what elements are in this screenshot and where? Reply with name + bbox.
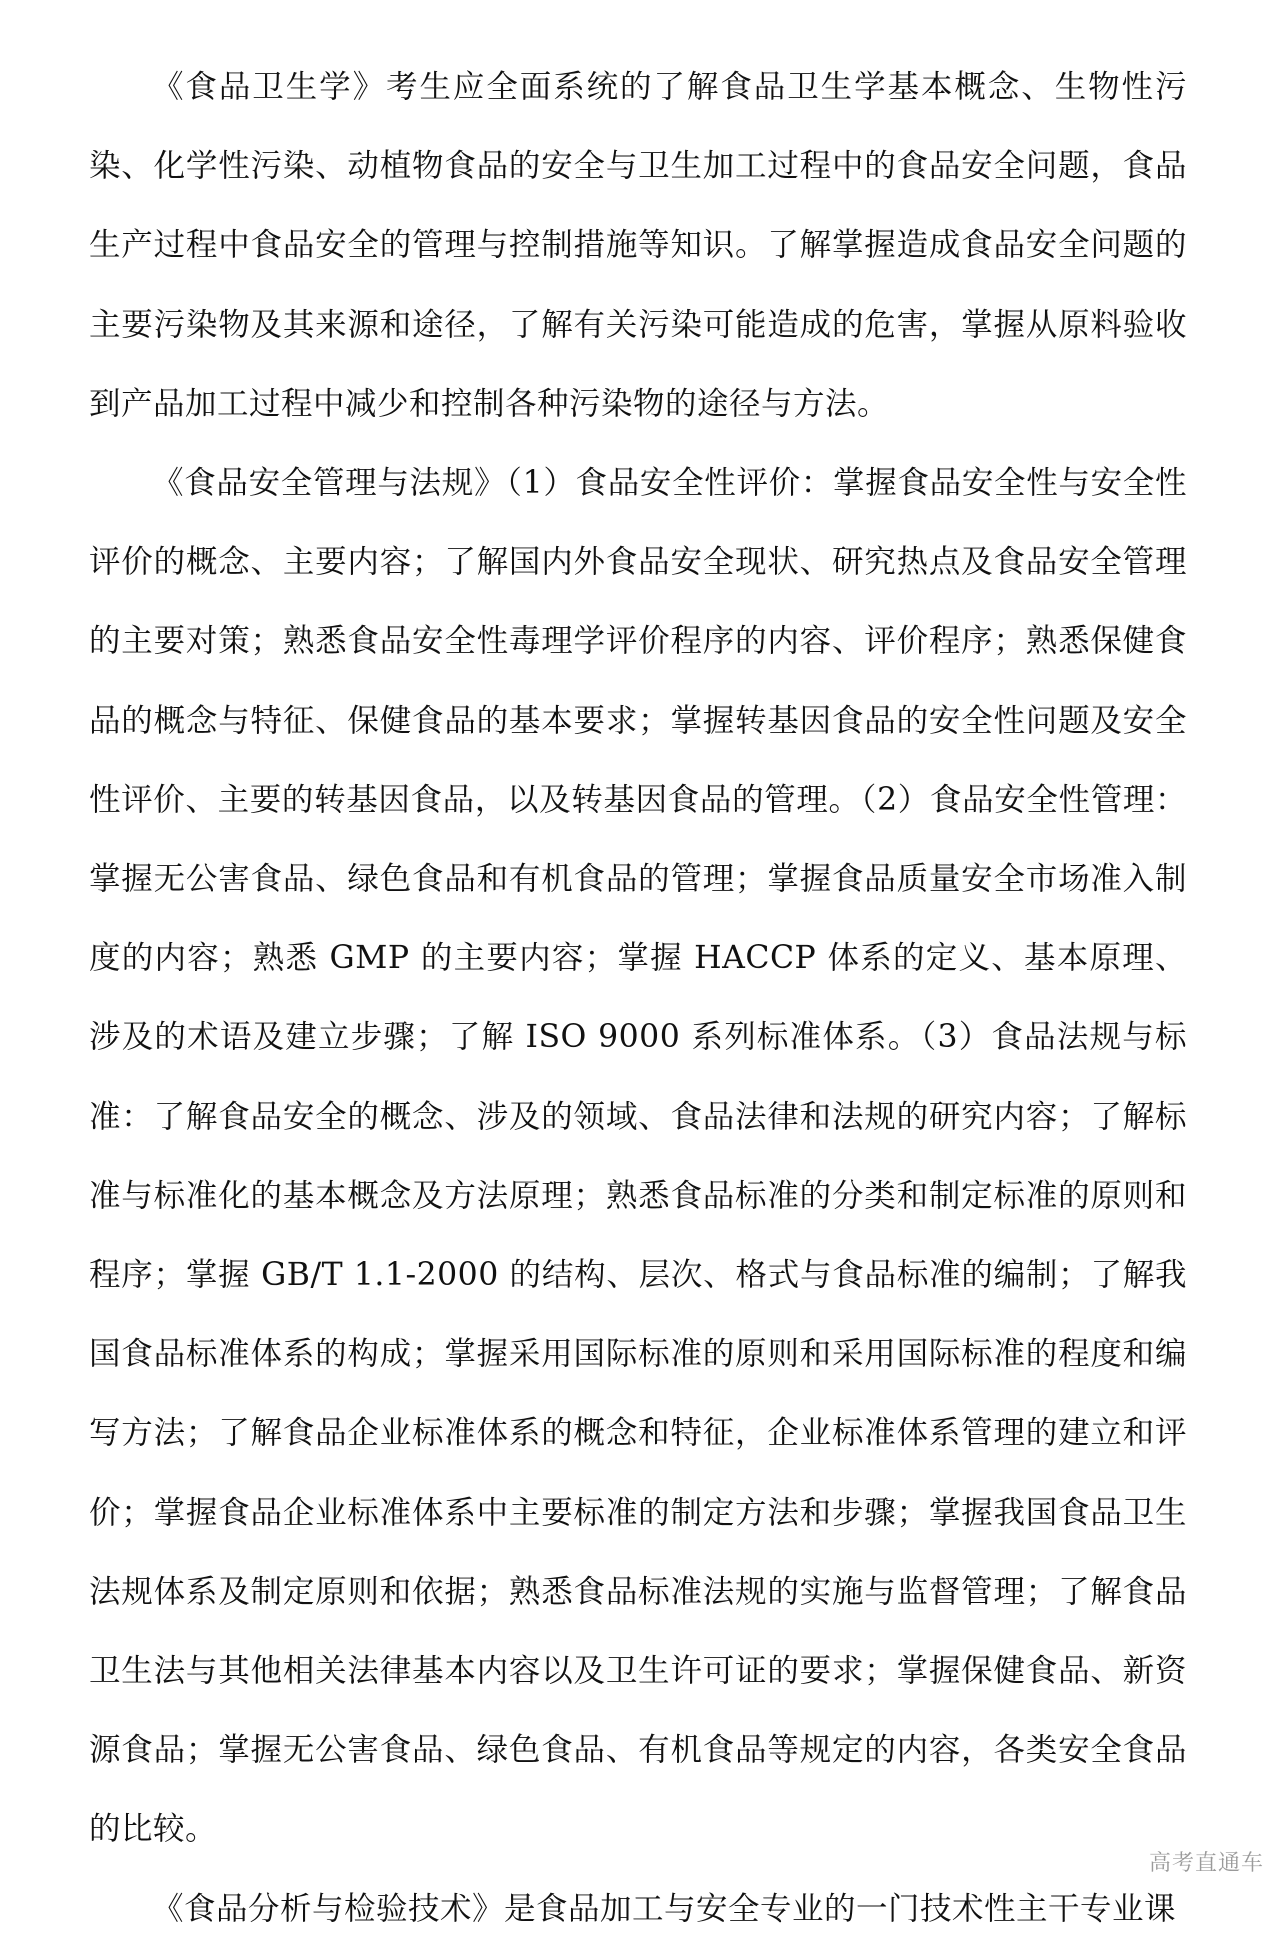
watermark-text: 高考直通车 <box>1148 1851 1264 1876</box>
paragraph-food-analysis: 《食品分析与检验技术》是食品加工与安全专业的一门技术性主干专业课 <box>152 1890 1177 1927</box>
paragraph-food-hygiene: 《食品卫生学》考生应全面系统的了解食品卫生学基本概念、生物性污染、化学性污染、动植物食品的安全与卫生加工过程中的食品安全问题，食品生产过程中食品安全的管理与控制措施等知识。了解掌握造成食品安全问题的主要污染物及其来源和途径，了解有关污染可能造成的危害，掌握从原料验收到产品加工过程中减少和控制各种污染物的途径与方法。 <box>89 69 1187 422</box>
document-body <box>89 48 1187 1949</box>
paragraph-food-safety-regulations: 《食品安全管理与法规》（1）食品安全性评价：掌握食品安全性与安全性评价的概念、主要内容；了解国内外食品安全现状、研究热点及食品安全管理的主要对策；熟悉食品安全性毒理学评价程序的内容、评价程序；熟悉保健食品的概念与特征、保健食品的基本要求；掌握转基因食品的安全性问题及安全性评价、主要的转基因食品，以及转基因食品的管理。（2）食品安全性管理：掌握无公害食品、绿色食品和有机食品的管理；掌握食品质量安全市场准入制度的内容；熟悉 GMP 的主要内容；掌握 HACCP 体系的定义、基本原理、涉及的术语及建立步骤；了解 ISO 9000 系列标准体系。（3）食品法规与标准：了解食品安全的概念、涉及的领域、食品法律和法规的研究内容；了解标准与标准化的基本概念及方法原理；熟悉食品标准的分类和制定标准的原则和程序；掌握 GB/T 1.1-2000 的结构、层次、格式与食品标准的编制；了解我国食品标准体系的构成；掌握采用国际标准的原则和采用国际标准的程度和编写方法；了解食品企业标准体系的概念和特征，企业标准体系管理的建立和评价；掌握食品企业标准体系中主要标准的制定方法和步骤；掌握我国食品卫生法规体系及制定原则和依据；熟悉食品标准法规的实施与监督管理；了解食品卫生法与其他相关法律基本内容以及卫生许可证的要求；掌握保健食品、新资源食品；掌握无公害食品、绿色食品、有机食品等规定的内容，各类安全食品的比较。 <box>89 465 1187 1848</box>
